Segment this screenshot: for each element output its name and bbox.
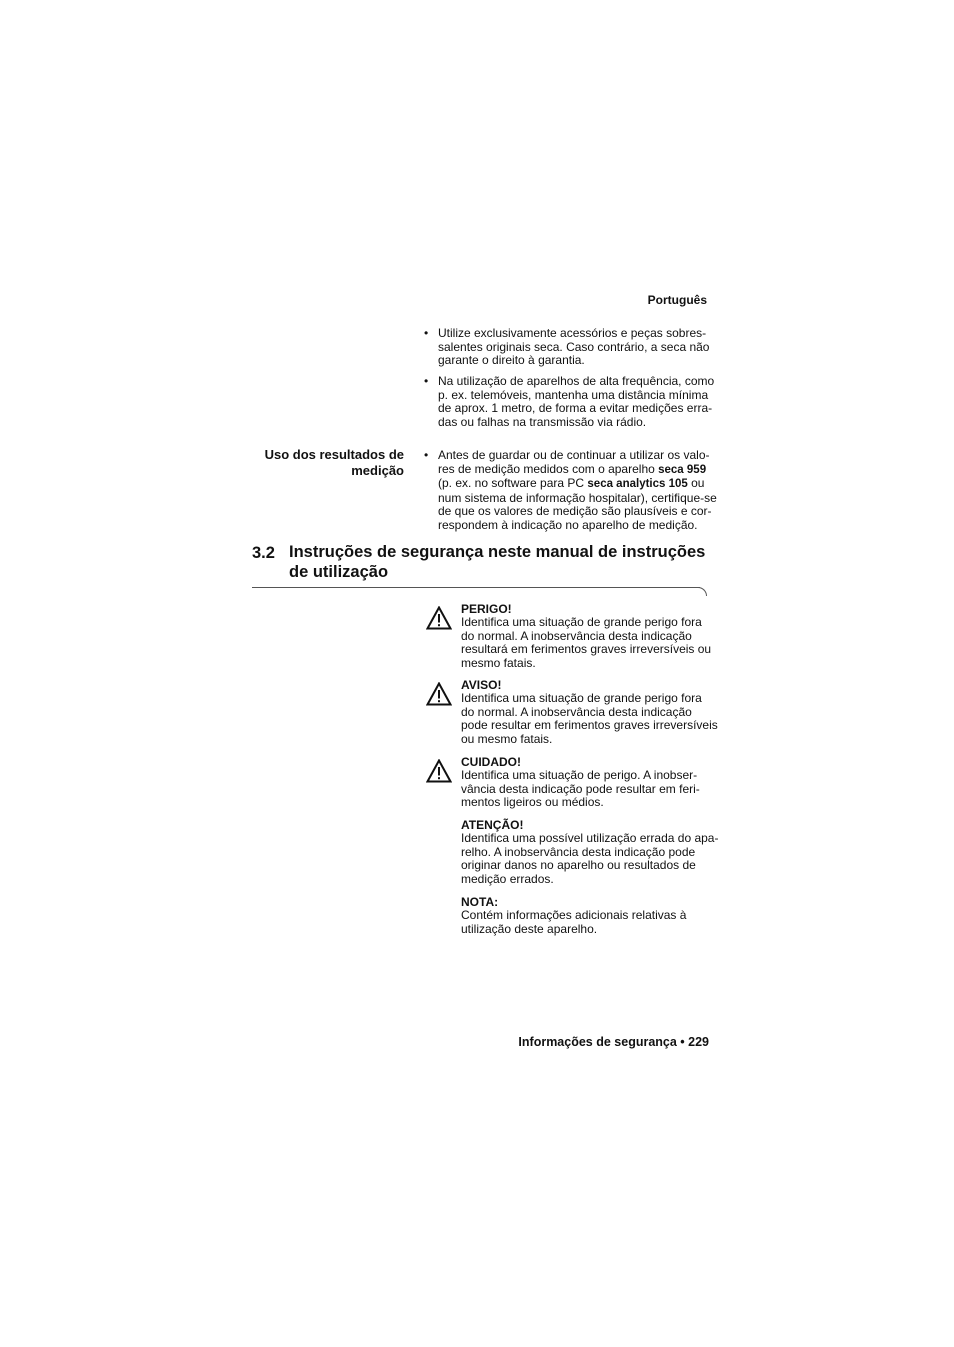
- section-title-line: de utilização: [289, 562, 389, 581]
- text-line: [438, 477, 717, 492]
- text-fragment: ou: [687, 476, 705, 491]
- text-line: Contém informações adicionais relativas à: [461, 908, 687, 922]
- text-line: do normal. A inobservância desta indicação: [461, 704, 692, 719]
- text-line: Identifica uma situação de grande perigo fora: [461, 615, 702, 629]
- warning-triangle-icon: [426, 606, 452, 630]
- warning-heading: PERIGO!: [461, 602, 512, 616]
- text-line: salentes originais seca. Caso contrário, a seca não: [438, 339, 710, 354]
- text-fragment: res de medição medidos com o aparelho: [438, 461, 659, 476]
- warning-perigo: [461, 602, 711, 670]
- text-line: num sistema de informação hospitalar), certifique-se: [438, 490, 717, 505]
- language-label: Português: [647, 293, 707, 307]
- text-line: p. ex. telemóveis, mantenha uma distância mínima: [438, 387, 709, 402]
- text-line: de que os valores de medição são plausíveis e cor-: [438, 504, 712, 519]
- text-line: medição errados.: [461, 871, 554, 886]
- section-number: 3.2: [252, 544, 275, 562]
- product-name: seca 959: [658, 463, 707, 476]
- text-line: Utilize exclusivamente acessórios e peças sobres-: [438, 326, 707, 340]
- note-nota: [461, 895, 686, 936]
- note-heading: NOTA:: [461, 895, 499, 909]
- text-line: mesmo fatais.: [461, 655, 536, 670]
- section-divider-corner: [697, 587, 707, 596]
- text-line: mentos ligeiros ou médios.: [461, 795, 604, 810]
- text-line: Identifica uma possível utilização errada do apa-: [461, 831, 719, 845]
- text-line: respondem à indicação no aparelho de medição.: [438, 517, 698, 532]
- section-divider: [252, 587, 700, 588]
- text-line: originar danos no aparelho ou resultados de: [461, 858, 696, 873]
- text-line: garante o direito à garantia.: [438, 353, 585, 368]
- text-line: Identifica uma situação de perigo. A inobser-: [461, 768, 698, 782]
- bullet-mark: •: [424, 448, 429, 462]
- text-line: Identifica uma situação de grande perigo fora: [461, 691, 702, 705]
- text-fragment: (p. ex. no software para PC: [438, 476, 588, 491]
- warning-heading: CUIDADO!: [461, 755, 521, 769]
- side-label-line: Uso dos resultados de: [264, 447, 404, 462]
- text-line: Antes de guardar ou de continuar a utilizar os valo-: [438, 448, 710, 462]
- bullet-mark: •: [424, 326, 429, 340]
- text-line: das ou falhas na transmissão via rádio.: [438, 414, 647, 429]
- text-line: vância desta indicação pode resultar em feri-: [461, 781, 700, 796]
- text-line: pode resultar em ferimentos graves irreversíveis: [461, 718, 718, 733]
- text-line: Na utilização de aparelhos de alta frequência, como: [438, 374, 715, 388]
- section-title-line: Instruções de segurança neste manual de instruções: [289, 543, 706, 561]
- usage-side-label: [265, 447, 404, 479]
- text-line: [438, 463, 717, 478]
- text-line: relho. A inobservância desta indicação pode: [461, 844, 696, 859]
- notice-heading: ATENÇÃO!: [461, 818, 524, 832]
- text-line: utilização deste aparelho.: [461, 921, 598, 936]
- page-footer: Informações de segurança • 229: [518, 1035, 709, 1049]
- notice-atencao: [461, 818, 718, 886]
- bullet-mark: •: [424, 374, 429, 388]
- warning-aviso: [461, 678, 718, 746]
- warning-heading: AVISO!: [461, 678, 502, 692]
- section-title: [289, 543, 705, 582]
- text-line: do normal. A inobservância desta indicação: [461, 628, 692, 643]
- text-line: resultará em ferimentos graves irreversíveis ou: [461, 642, 712, 657]
- side-label-line: medição: [351, 463, 404, 478]
- text-line: de aprox. 1 metro, de forma a evitar medições erra-: [438, 401, 713, 416]
- product-name: seca analytics 105: [587, 478, 688, 491]
- warning-cuidado: [461, 755, 700, 810]
- text-line: ou mesmo fatais.: [461, 731, 553, 746]
- warning-triangle-icon: [426, 759, 452, 783]
- warning-triangle-icon: [426, 682, 452, 706]
